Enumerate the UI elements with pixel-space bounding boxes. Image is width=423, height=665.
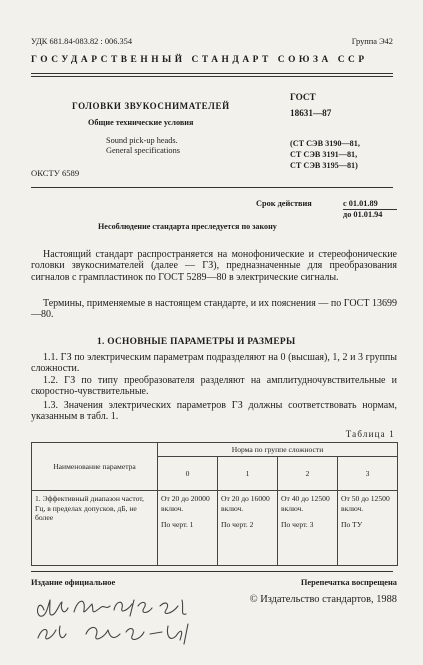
state-standard-title: ГОСУДАРСТВЕННЫЙ СТАНДАРТ СОЮЗА ССР bbox=[31, 55, 368, 65]
validity-from: с 01.01.89 bbox=[343, 199, 378, 208]
group-0-ref: По черт. 1 bbox=[161, 520, 194, 529]
group-0-range: От 20 до 20000 включ. bbox=[161, 494, 210, 513]
group-code: Группа Э42 bbox=[351, 37, 393, 46]
validity-to: до 01.01.94 bbox=[343, 210, 383, 219]
scope-paragraph: Настоящий стандарт распространяется на монофонические и стереофонические головки звукоснимателей (далее — ГЗ), предназначенные для преобразования сигналов с грампластинок по ГОСТ 5289—80 в электрические сигналы. bbox=[31, 249, 397, 283]
english-title-line-1: Sound pick-up heads. bbox=[106, 136, 178, 145]
document-subtitle: Общие технические условия bbox=[88, 118, 194, 127]
group-header-cell: Норма по группе сложности bbox=[158, 443, 398, 457]
group-3-header: 3 bbox=[338, 457, 398, 491]
udk-code: УДК 681.84-083.82 : 006.354 bbox=[31, 37, 133, 46]
group-3-range: От 50 до 12500 включ. bbox=[341, 494, 390, 513]
st-sev-ref-3: СТ СЭВ 3195—81) bbox=[290, 161, 358, 170]
group-1-ref: По черт. 2 bbox=[221, 520, 254, 529]
header-rule-top bbox=[31, 73, 393, 74]
okstu-code: ОКСТУ 6589 bbox=[31, 168, 80, 178]
terms-paragraph: Термины, применяемые в настоящем стандарте, и их пояснения — по ГОСТ 13699—80. bbox=[31, 298, 397, 321]
group-1-header: 1 bbox=[218, 457, 278, 491]
handwritten-annotation bbox=[30, 588, 220, 648]
parameters-table bbox=[31, 442, 398, 566]
param-header-cell: Наименование параметра bbox=[32, 443, 158, 491]
group-2-range: От 40 до 12500 включ. bbox=[281, 494, 330, 513]
clause-1-3: 1.3. Значения электрических параметров ГЗ должны соответствовать нормам, указанным в табл. 1. bbox=[31, 400, 397, 423]
gost-number: 18631—87 bbox=[290, 108, 332, 118]
st-sev-ref-2: СТ СЭВ 3191—81, bbox=[290, 150, 358, 159]
publisher-line: © Издательство стандартов, 1988 bbox=[249, 594, 397, 605]
group-2-ref: По черт. 3 bbox=[281, 520, 314, 529]
group-3-cell bbox=[338, 491, 398, 566]
reprint-notice: Перепечатка воспрещена bbox=[300, 578, 397, 587]
group-1-cell bbox=[218, 491, 278, 566]
group-0-cell bbox=[158, 491, 218, 566]
gost-label: ГОСТ bbox=[290, 92, 316, 102]
header-rule-bottom bbox=[31, 76, 393, 77]
title-block-rule bbox=[31, 187, 393, 188]
compliance-notice: Несоблюдение стандарта преследуется по закону bbox=[98, 222, 277, 231]
clause-1-1: 1.1. ГЗ по электрическим параметрам подразделяют на 0 (высшая), 1, 2 и 3 группы сложности. bbox=[31, 352, 397, 375]
document-title: ГОЛОВКИ ЗВУКОСНИМАТЕЛЕЙ bbox=[72, 101, 230, 111]
footer-rule bbox=[31, 571, 393, 572]
param-name-cell: 1. Эффективный диапазон частот, Гц, в пределах допусков, дБ, не более bbox=[32, 491, 158, 566]
english-title-line-2: General specifications bbox=[106, 146, 180, 155]
group-0-header: 0 bbox=[158, 457, 218, 491]
st-sev-ref-1: (СТ СЭВ 3190—81, bbox=[290, 139, 360, 148]
table-row bbox=[32, 491, 398, 566]
group-3-ref: По ТУ bbox=[341, 520, 363, 529]
clause-1-2: 1.2. ГЗ по типу преобразователя разделяют на амплитудночувствительные и скоростно-чувствительные. bbox=[31, 375, 397, 398]
group-2-header: 2 bbox=[278, 457, 338, 491]
group-1-range: От 20 до 16000 включ. bbox=[221, 494, 270, 513]
table-caption: Таблица 1 bbox=[345, 429, 395, 439]
edition-label: Издание официальное bbox=[31, 578, 116, 587]
validity-label: Срок действия bbox=[256, 199, 312, 208]
section-heading: 1. ОСНОВНЫЕ ПАРАМЕТРЫ И РАЗМЕРЫ bbox=[97, 337, 296, 347]
group-2-cell bbox=[278, 491, 338, 566]
